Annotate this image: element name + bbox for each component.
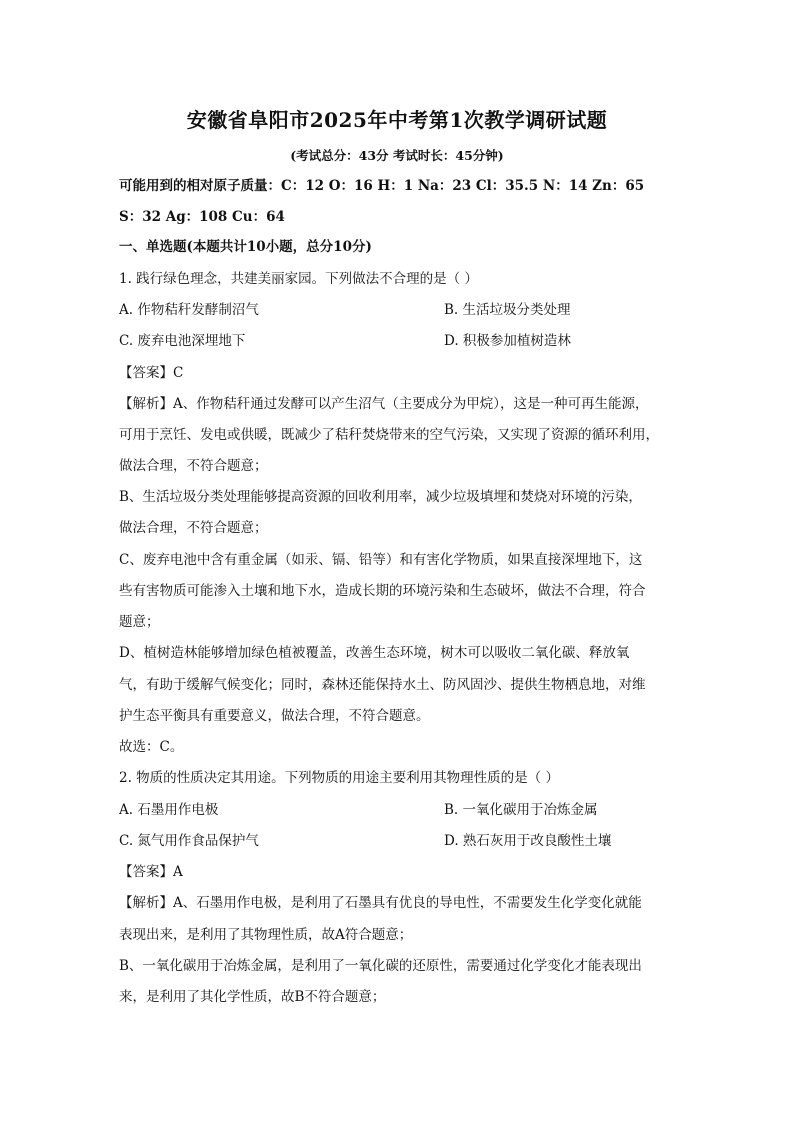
question-2-analysis-line: 来，是利用了其化学性质，故B不符合题意；	[119, 989, 386, 1005]
atomic-masses-line-2: S：32 Ag：108 Cu：64	[119, 209, 285, 225]
question-1-conclusion: 故选：C。	[119, 739, 184, 755]
question-1-analysis-line: 做法合理，不符合题意；	[119, 520, 268, 536]
atomic-masses-line-1: 可能用到的相对原子质量：C：12 O：16 H：1 Na：23 Cl：35.5 N：14 Zn：65	[119, 178, 645, 194]
question-2-analysis-line: 表现出来，是利用了其物理性质，故A符合题意；	[119, 927, 413, 943]
question-1-answer: 【答案】C	[119, 365, 184, 381]
question-2-answer: 【答案】A	[119, 864, 183, 880]
question-1-option-b: B. 生活垃圾分类处理	[444, 302, 571, 318]
question-1-analysis-line: 些有害物质可能渗入土壤和地下水，造成长期的环境污染和生态破坏，做法不合理，符合	[119, 583, 646, 599]
section-heading: 一、单选题(本题共计10小题，总分10分)	[119, 239, 372, 255]
question-1-option-a: A. 作物秸秆发酵制沼气	[119, 302, 259, 318]
question-2-option-c: C. 氮气用作食品保护气	[119, 833, 259, 849]
question-1-analysis-line: B、生活垃圾分类处理能够提高资源的回收利用率，减少垃圾填埋和焚烧对环境的污染，	[119, 489, 642, 505]
question-1-analysis-line: C、废弃电池中含有重金属（如汞、镉、铅等）和有害化学物质，如果直接深埋地下，这	[119, 552, 643, 568]
question-1-analysis-line: D、植树造林能够增加绿色植被覆盖，改善生态环境，树木可以吸收二氧化碳、释放氧	[119, 645, 630, 661]
page-title: 安徽省阜阳市2025年中考第1次教学调研试题	[186, 108, 608, 132]
question-2-option-a: A. 石墨用作电极	[119, 802, 219, 818]
exam-info: (考试总分：43分 考试时长：45分钟)	[290, 148, 504, 163]
question-1-option-d: D. 积极参加植树造林	[444, 333, 571, 349]
question-1-analysis-line: 气，有助于缓解气候变化；同时，森林还能保持水土、防风固沙、提供生物栖息地，对维	[119, 677, 646, 693]
question-2-analysis-line: B、一氧化碳用于冶炼金属，是利用了一氧化碳的还原性，需要通过化学变化才能表现出	[119, 958, 642, 974]
question-2-analysis-line: 【解析】A、石墨用作电极，是利用了石墨具有优良的导电性，不需要发生化学变化就能	[119, 895, 642, 911]
question-2-option-d: D. 熟石灰用于改良酸性土壤	[444, 833, 612, 849]
question-1-analysis-line: 可用于烹饪、发电或供暖，既减少了秸秆焚烧带来的空气污染，又实现了资源的循环利用，	[119, 427, 659, 443]
question-1-analysis-line: 题意；	[119, 614, 160, 630]
question-1-analysis-line: 做法合理，不符合题意；	[119, 458, 268, 474]
question-2-stem: 2. 物质的性质决定其用途。下列物质的用途主要利用其物理性质的是（ ）	[119, 770, 559, 786]
question-1-analysis-line: 护生态平衡具有重要意义，做法合理，不符合题意。	[119, 708, 430, 724]
question-1-analysis-line: 【解析】A、作物秸秆通过发酵可以产生沼气（主要成分为甲烷），这是一种可再生能源，	[119, 396, 649, 412]
question-1-stem: 1. 践行绿色理念，共建美丽家园。下列做法不合理的是（ ）	[119, 271, 478, 287]
question-2-option-b: B. 一氧化碳用于冶炼金属	[444, 802, 598, 818]
question-1-option-c: C. 废弃电池深埋地下	[119, 333, 246, 349]
